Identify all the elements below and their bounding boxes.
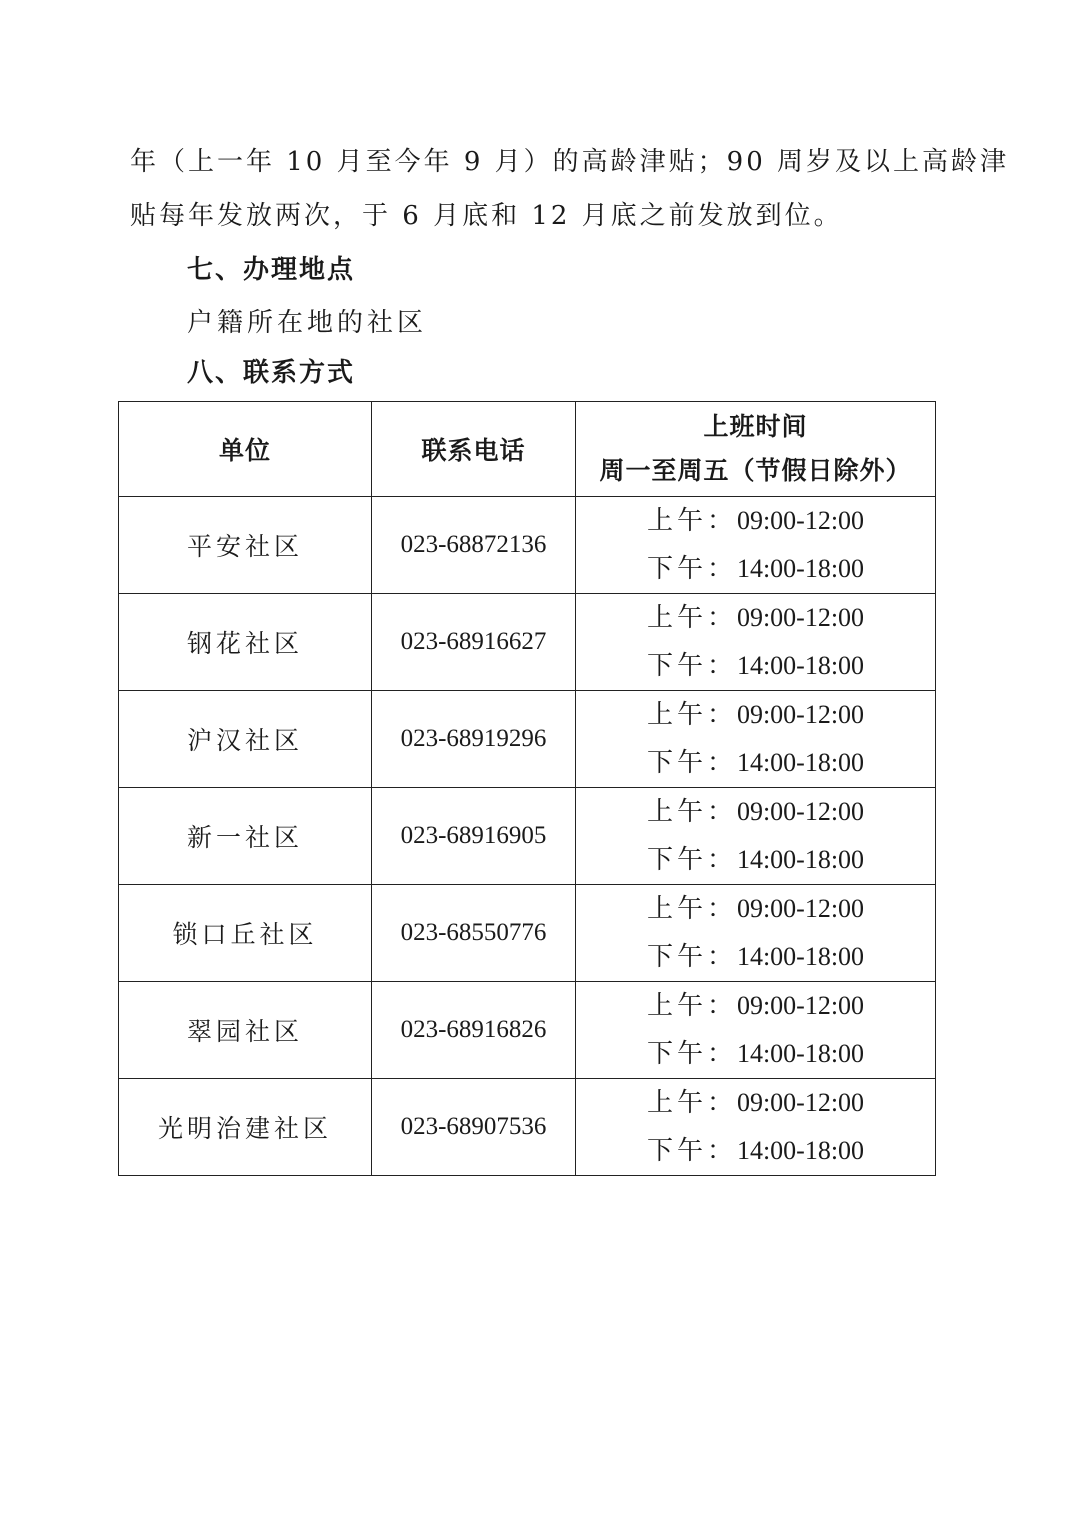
cell-hours	[576, 788, 936, 885]
morning-time: 09:00-12:00	[736, 506, 865, 535]
header-hours-days: 周一至周五（节假日除外）	[599, 456, 912, 485]
hours-morning	[576, 982, 935, 1030]
morning-time: 09:00-12:00	[736, 1088, 865, 1117]
afternoon-time: 14:00-18:00	[736, 1039, 865, 1068]
paragraph-line-2: 贴每年发放两次，于 6 月底和 12 月底之前发放到位。	[130, 201, 843, 231]
hours-afternoon	[576, 739, 935, 787]
cell-phone: 023-68550776	[372, 885, 576, 982]
cell-unit: 锁口丘社区	[119, 885, 372, 982]
morning-label: 上午：	[646, 506, 737, 536]
afternoon-label: 下午：	[646, 1039, 737, 1069]
cell-hours	[576, 885, 936, 982]
paragraph-line-1: 年（上一年 10 月至今年 9 月）的高龄津贴；90 周岁及以上高龄津	[130, 147, 1010, 177]
afternoon-label: 下午：	[646, 554, 737, 584]
morning-label: 上午：	[646, 797, 737, 827]
cell-unit: 光明治建社区	[119, 1079, 372, 1176]
afternoon-label: 下午：	[646, 748, 737, 778]
afternoon-time: 14:00-18:00	[736, 554, 865, 583]
contact-table	[118, 401, 936, 1176]
morning-label: 上午：	[646, 991, 737, 1021]
header-hours	[576, 402, 936, 497]
section-8-heading: 八、联系方式	[187, 358, 356, 388]
table-row	[119, 1079, 936, 1176]
morning-label: 上午：	[646, 700, 737, 730]
cell-unit: 翠园社区	[119, 982, 372, 1079]
morning-time: 09:00-12:00	[736, 797, 865, 826]
hours-morning	[576, 691, 935, 739]
table-row	[119, 497, 936, 594]
afternoon-label: 下午：	[646, 651, 737, 681]
cell-hours	[576, 1079, 936, 1176]
table-row	[119, 982, 936, 1079]
hours-morning	[576, 1079, 935, 1127]
morning-time: 09:00-12:00	[736, 894, 865, 923]
morning-label: 上午：	[646, 603, 737, 633]
hours-afternoon	[576, 933, 935, 981]
cell-unit: 平安社区	[119, 497, 372, 594]
table-body	[119, 497, 936, 1176]
hours-afternoon	[576, 836, 935, 884]
header-unit: 单位	[119, 402, 372, 497]
table-header-row	[119, 402, 936, 497]
hours-afternoon	[576, 545, 935, 593]
afternoon-label: 下午：	[646, 1136, 737, 1166]
cell-hours	[576, 594, 936, 691]
hours-afternoon	[576, 642, 935, 690]
afternoon-time: 14:00-18:00	[736, 748, 865, 777]
afternoon-time: 14:00-18:00	[736, 942, 865, 971]
morning-label: 上午：	[646, 1088, 737, 1118]
section-7-heading: 七、办理地点	[187, 255, 356, 285]
morning-time: 09:00-12:00	[736, 603, 865, 632]
hours-afternoon	[576, 1127, 935, 1175]
section-7-text: 户籍所在地的社区	[187, 308, 428, 338]
afternoon-label: 下午：	[646, 942, 737, 972]
morning-label: 上午：	[646, 894, 737, 924]
hours-morning	[576, 497, 935, 545]
table-row	[119, 691, 936, 788]
cell-unit: 沪汉社区	[119, 691, 372, 788]
morning-time: 09:00-12:00	[736, 991, 865, 1020]
morning-time: 09:00-12:00	[736, 700, 865, 729]
cell-phone: 023-68916905	[372, 788, 576, 885]
table-row	[119, 594, 936, 691]
hours-afternoon	[576, 1030, 935, 1078]
table-row	[119, 788, 936, 885]
afternoon-time: 14:00-18:00	[736, 845, 865, 874]
cell-unit: 钢花社区	[119, 594, 372, 691]
afternoon-label: 下午：	[646, 845, 737, 875]
cell-hours	[576, 691, 936, 788]
cell-phone: 023-68916826	[372, 982, 576, 1079]
table-row	[119, 885, 936, 982]
cell-phone: 023-68907536	[372, 1079, 576, 1176]
header-phone: 联系电话	[372, 402, 576, 497]
cell-unit: 新一社区	[119, 788, 372, 885]
hours-morning	[576, 594, 935, 642]
afternoon-time: 14:00-18:00	[736, 651, 865, 680]
cell-hours	[576, 982, 936, 1079]
cell-hours	[576, 497, 936, 594]
hours-morning	[576, 788, 935, 836]
cell-phone: 023-68919296	[372, 691, 576, 788]
hours-morning	[576, 885, 935, 933]
cell-phone: 023-68916627	[372, 594, 576, 691]
header-hours-title: 上班时间	[703, 412, 808, 441]
cell-phone: 023-68872136	[372, 497, 576, 594]
afternoon-time: 14:00-18:00	[736, 1136, 865, 1165]
